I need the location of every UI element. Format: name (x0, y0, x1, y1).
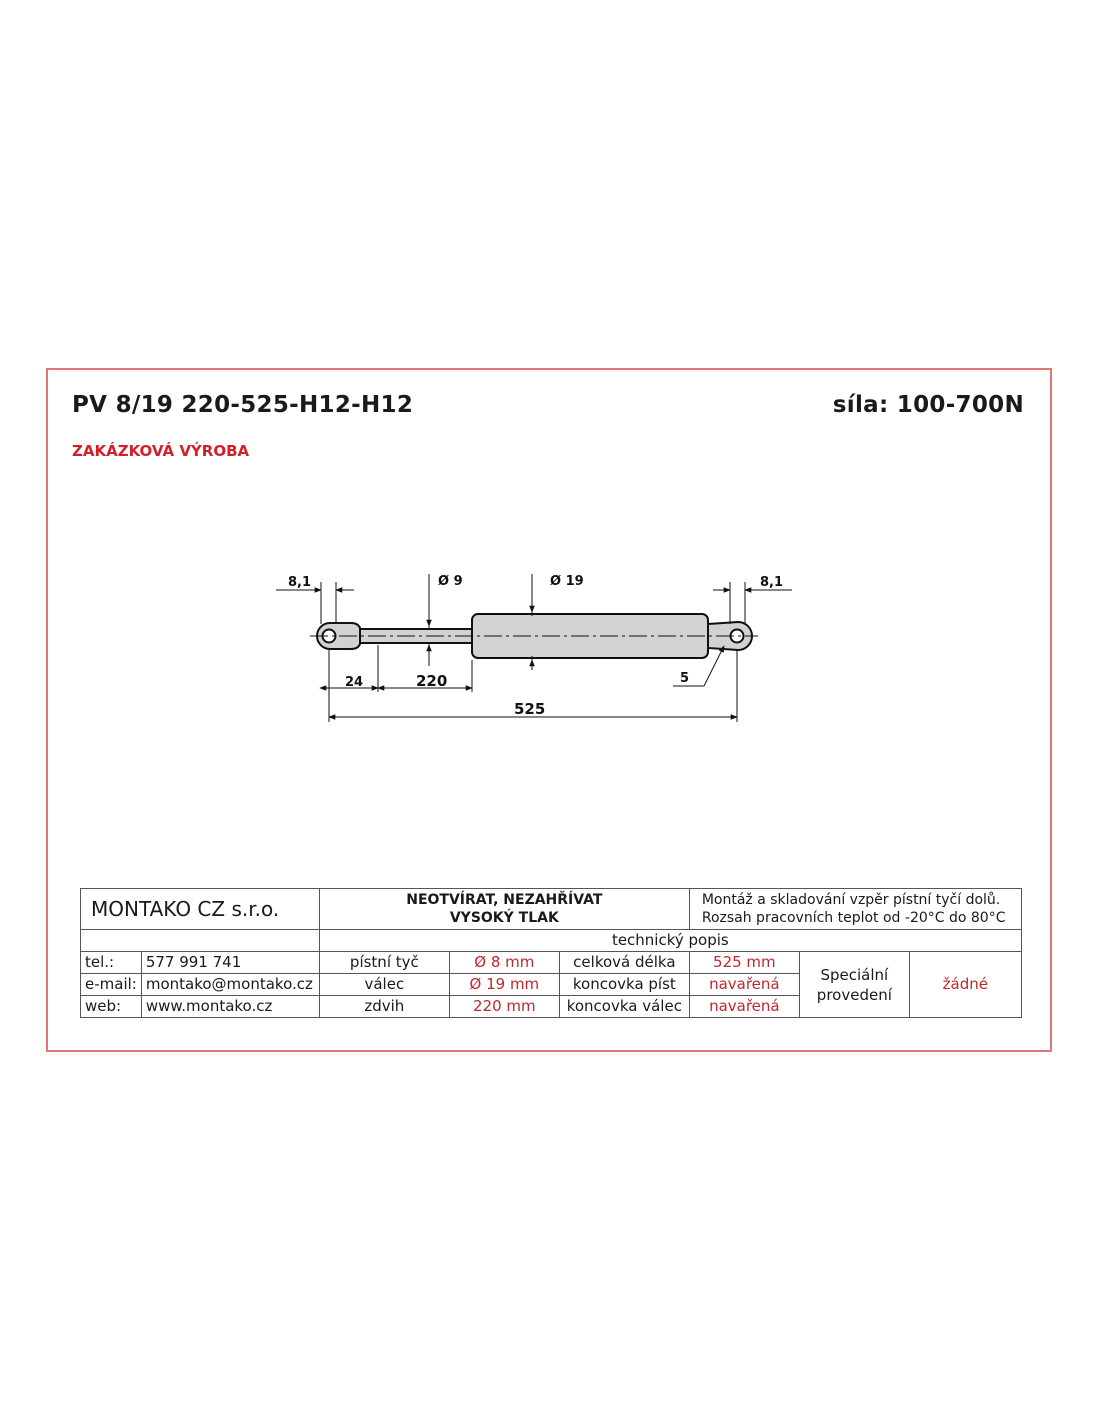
product-code: PV 8/19 220-525-H12-H12 (72, 392, 414, 418)
company-name: MONTAKO CZ s.r.o. (81, 889, 320, 930)
contact-label: tel.: (81, 952, 142, 974)
assembly-line-2: Rozsah pracovních teplot od -20°C do 80°C (701, 910, 1006, 926)
tech-header: technický popis (319, 930, 1021, 952)
special-value: žádné (909, 952, 1021, 1018)
spec-value: 220 mm (449, 996, 559, 1018)
spec-value: Ø 19 mm (449, 974, 559, 996)
gas-spring-drawing (48, 370, 1054, 770)
spec-name-2: koncovka válec (559, 996, 689, 1018)
contact-value: 577 991 741 (141, 952, 319, 974)
dim-eye-right: 8,1 (760, 575, 784, 590)
dim-rod-diameter: Ø 9 (438, 574, 463, 589)
assembly-line-1: Montáž a skladování vzpěr pístní tyčí dolů. (701, 892, 1001, 908)
spec-name: pístní tyč (319, 952, 449, 974)
empty-cell (81, 930, 320, 952)
warning-line-2: VYSOKÝ TLAK (449, 910, 559, 926)
spec-value: Ø 8 mm (449, 952, 559, 974)
dim-stroke: 220 (416, 672, 448, 690)
custom-production-note: ZAKÁZKOVÁ VÝROBA (72, 442, 250, 460)
contact-label: web: (81, 996, 142, 1018)
spec-value-2: navařená (689, 974, 799, 996)
dim-eye-left: 8,1 (288, 575, 312, 590)
force-range: síla: 100-700N (832, 392, 1024, 418)
spec-name: zdvih (319, 996, 449, 1018)
spec-name-2: celková délka (559, 952, 689, 974)
spec-value-2: navařená (689, 996, 799, 1018)
spec-name: válec (319, 974, 449, 996)
contact-label: e-mail: (81, 974, 142, 996)
spec-name-2: koncovka píst (559, 974, 689, 996)
contact-value: www.montako.cz (141, 996, 319, 1018)
table-row (81, 952, 1022, 974)
dim-cylinder-diameter: Ø 19 (550, 574, 584, 589)
contact-value: montako@montako.cz (141, 974, 319, 996)
dim-thickness: 5 (680, 671, 690, 686)
spec-value-2: 525 mm (689, 952, 799, 974)
warning-line-1: NEOTVÍRAT, NEZAHŘÍVAT (406, 892, 603, 908)
dim-eye-length: 24 (345, 675, 364, 690)
info-table (80, 888, 1022, 1018)
assembly-cell (689, 889, 1021, 930)
dim-total-length: 525 (514, 700, 546, 718)
drawing-sheet (46, 368, 1052, 1052)
warning-cell (319, 889, 689, 930)
special-label: Speciální provedení (799, 952, 909, 1018)
